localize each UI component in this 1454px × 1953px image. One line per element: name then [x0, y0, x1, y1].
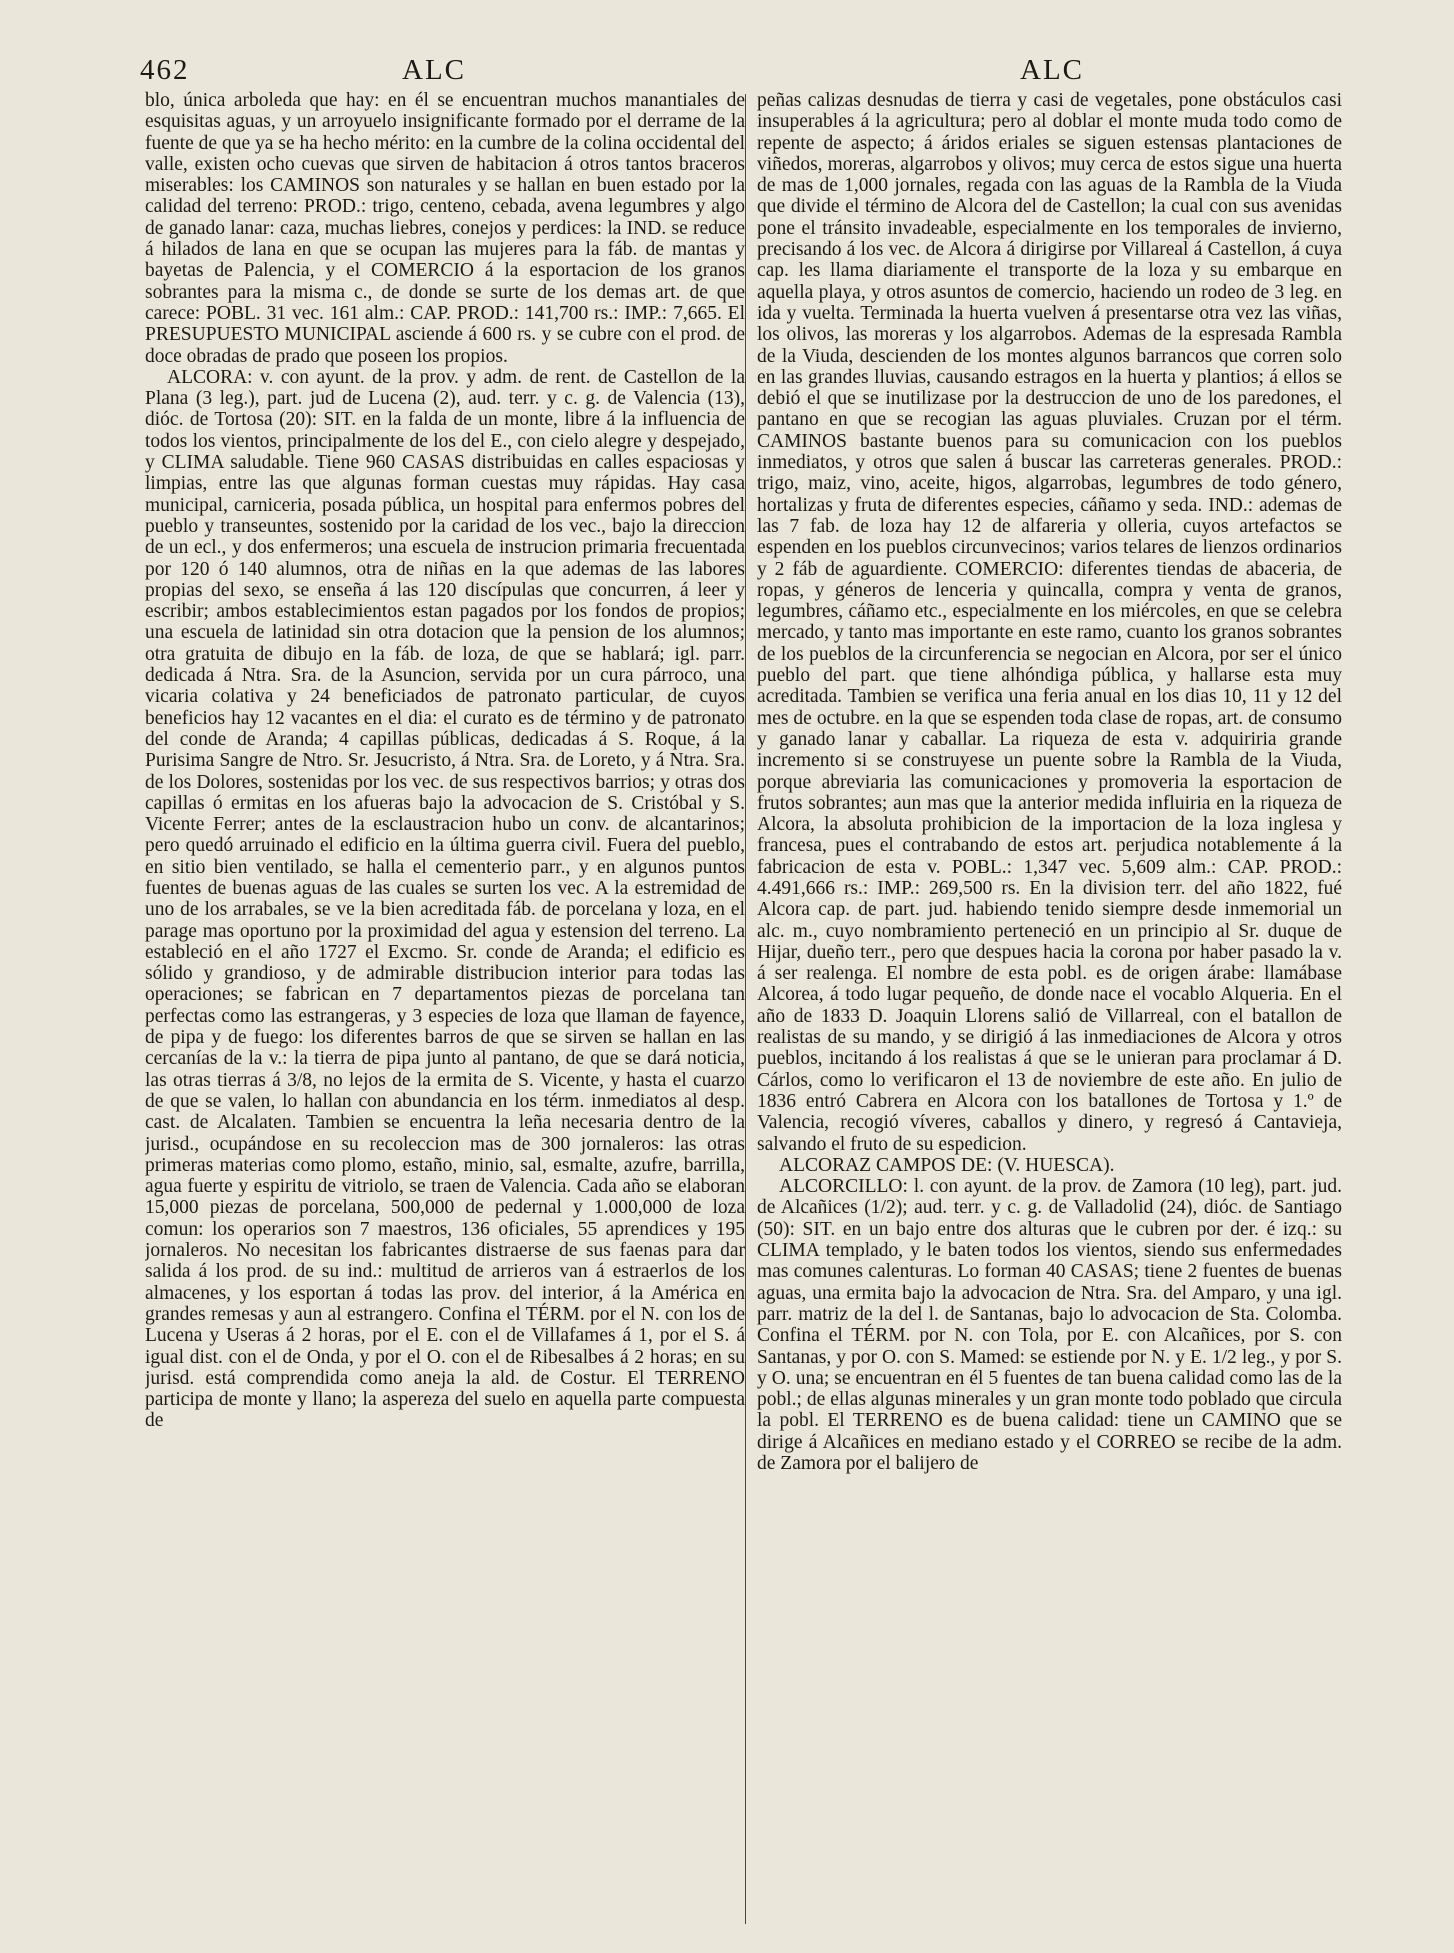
- running-header: [140, 50, 1342, 90]
- column-divider: [745, 94, 746, 1924]
- paragraph: blo, única arboleda que hay: en él se encuentran muchos manantiales de esquisitas aguas, y un arroyuelo insignificante formado por el derrame de la fuente de que ya se ha hecho mérito: en la cumbre de la colina occidental del valle, existen ocho cuevas que sirven de habitacion á otros tantos braceros miserables: los CAMINOS son naturales y se hallan en buen estado por la calidad del terreno: PROD.: trigo, centeno, cebada, avena legumbres y algo de ganado lanar: caza, muchas liebres, conejos y perdices: la IND. se reduce á hilados de lana en que se ocupan las mujeres para la fáb. de mantas y bayetas de Palencia, y el COMERCIO á la esportacion de los granos sobrantes para la misma c., de donde se surte de los demas art. de que carece: POBL. 31 vec. 161 alm.: CAP. PROD.: 141,700 rs.: IMP.: 7,665. El PRESUPUESTO MUNICIPAL asciende á 600 rs. y se cubre con el prod. de doce obradas de prado que poseen los propios.: [145, 90, 745, 367]
- entry-alcora: ALCORA: v. con ayunt. de la prov. y adm. de rent. de Castellon de la Plana (3 leg.), part. jud de Lucena (2), aud. terr. y c. g. de Valencia (13), dióc. de Tortosa (20): SIT. en la falda de un monte, libre á la influencia de todos los vientos, principalmente de los del E., con cielo alegre y despejado, y CLIMA saludable. Tiene 960 CASAS distribuidas en calles espaciosas y limpias, entre las que algunas forman cuestas muy rápidas. Hay casa municipal, carniceria, posada pública, un hospital para enfermos pobres del pueblo y transeuntes, sostenido por la caridad de los vec., bajo la direccion de un ecl., y dos enfermeros; una escuela de instrucion primaria frecuentada por 120 ó 140 alumnos, otra de niñas en la que ademas de las labores propias del sexo, se enseña á las 120 discípulas que concurren, á leer y escribir; ambos establecimientos estan pagados por los fondos de propios; una escuela de latinidad sin otra dotacion que la pension de los alumnos; otra gratuita de dibujo en la fáb. de loza, de que se hablará; igl. parr. dedicada á Ntra. Sra. de la Asuncion, servida por un cura párroco, una vicaria colativa y 24 beneficiados de patronato particular, de cuyos beneficios hay 12 vacantes en el dia: el curato es de término y de patronato del conde de Aranda; 4 capillas públicas, dedicadas á S. Roque, á la Purisima Sangre de Ntro. Sr. Jesucristo, á Ntra. Sra. de Loreto, y á Ntra. Sra. de los Dolores, sostenidas por los vec. de sus respectivos barrios; y otras dos capillas ó ermitas en los afueras bajo la advocacion de S. Cristóbal y S. Vicente Ferrer; antes de la esclaustracion hubo un conv. de alcantarinos; pero quedó arruinado el edificio en la última guerra civil. Fuera del pueblo, en sitio bien ventilado, se halla el cementerio parr., y en algunos puntos fuentes de buenas aguas de las cuales se surten los vec. A la estremidad de uno de los arrabales, se ve la bien acreditada fáb. de porcelana y loza, en el parage mas oportuno por la proximidad del agua y estension del terreno. La estableció en el año 1727 el Excmo. Sr. conde de Aranda; el edificio es sólido y grandioso, y de admirable distribucion interior para todas las operaciones; se fabrican en 7 departamentos piezas de porcelana tan perfectas como las estrangeras, y 3 especies de loza que llaman de fayence, de pipa y de fuego: los diferentes barros de que se sirven se hallan en las cercanías de la v.: la tierra de pipa junto al pantano, de que se dará noticia, las otras tierras á 3/8, no lejos de la ermita de S. Vicente, y hasta el cuarzo de que se valen, lo hallan con abundancia en los térm. inmediatos al desp. cast. de Alcalaten. Tambien se encuentra la leña necesaria dentro de la jurisd., ocupándose en su recoleccion mas de 300 jornaleros: las otras primeras materias como plomo, estaño, minio, sal, esmalte, azufre, barrilla, agua fuerte y espiritu de vitriolo, se traen de Valencia. Cada año se elaboran 15,000 piezas de porcelana, 500,000 de pedernal y 1.000,000 de loza comun: los operarios son 7 maestros, 136 oficiales, 55 aprendices y 195 jornaleros. No necesitan los fabricantes distraerse de sus faenas para dar salida á los prod. de su ind.: multitud de arrieros van á estraerlos de los almacenes, y los esportan á todas las prov. del interior, á la América en grandes remesas y aun al estrangero. Confina el TÉRM. por el N. con los de Lucena y Useras á 2 horas, por el E. con el de Villafames á 1, por el S. á igual dist. con el de Onda, y por el O. con el de Ribesalbes á 2 horas; en su jurisd. está comprendida como aneja la ald. de Costur. El TERRENO participa de monte y llano; la aspereza del suelo en aquella parte compuesta de: [145, 366, 745, 1432]
- page-number: 462: [140, 54, 190, 86]
- left-column: [145, 90, 745, 1930]
- entry-alcoraz: ALCORAZ CAMPOS DE: (V. HUESCA).: [779, 1154, 1115, 1176]
- right-running-head: ALC: [1020, 54, 1084, 86]
- left-running-head: ALC: [402, 54, 466, 86]
- entry-alcorcillo: ALCORCILLO: l. con ayunt. de la prov. de Zamora (10 leg), part. jud. de Alcañices (1/2); aud. terr. y c. g. de Valladolid (24), dióc. de Santiago (50): SIT. en un bajo entre dos alturas que le cubren por der. é izq.: su CLIMA templado, y le baten todos los vientos, siendo sus enfermedades mas comunes calenturas. Lo forman 40 CASAS; tiene 2 fuentes de buenas aguas, una ermita bajo la advocacion de Ntra. Sra. del Amparo, y una igl. parr. matriz de la del l. de Santanas, bajo lo advocacion de Sta. Colomba. Confina el TÉRM. por N. con Tola, por E. con Alcañices, por S. con Santanas, y por O. con S. Mamed: se estiende por N. y E. 1/2 leg., y por S. y O. una; se encuentran en él 5 fuentes de tan buena calidad como las de la pobl.; de ellas algunas minerales y un gran monte todo poblado que circula la pobl. El TERRENO es de buena calidad: tiene un CAMINO que se dirige á Alcañices en mediano estado y el CORREO se recibe de la adm. de Zamora por el balijero de: [757, 1176, 1342, 1474]
- paragraph: peñas calizas desnudas de tierra y casi de vegetales, pone obstáculos casi insuperables á la agricultura; pero al doblar el monte muda todo como de repente de aspecto; á áridos eriales se siguen estensas plantaciones de viñedos, moreras, algarrobos y olivos; muy cerca de estos sigue una huerta de mas de 1,000 jornales, regada con las aguas de la Rambla de la Viuda que divide el término de Alcora del de Castellon; la cual con sus avenidas pone el tránsito invadeable, especialmente en los temporales de invierno, precisando á los vec. de Alcora á dirigirse por Villareal á Castellon, á cuya cap. les llama diariamente el transporte de la loza y su embarque en aquella playa, y otros asuntos de comercio, haciendo un rodeo de 3 leg. en ida y vuelta. Terminada la huerta vuelven á presentarse otra vez las viñas, los olivos, las moreras y los algarrobos. Ademas de la espresada Rambla de la Viuda, descienden de los montes algunos barrancos que corren solo en las grandes lluvias, causando estragos en la huerta y plantios; á ellos se debió el que se inutilizase por la destruccion de uno de los paredones, el pantano en que se recogian las aguas pluviales. Cruzan por el térm. CAMINOS bastante buenos para su comunicacion con los pueblos inmediatos, y otros que salen á buscar las carreteras generales. PROD.: trigo, maiz, vino, aceite, higos, algarrobas, legumbres de todo género, hortalizas y fruta de diferentes especies, cáñamo y seda. IND.: ademas de las 7 fab. de loza hay 12 de alfareria y olleria, cuyos artefactos se espenden en los pueblos circunvecinos; varios telares de lienzos ordinarios y 2 fáb de aguardiente. COMERCIO: diferentes tiendas de abaceria, de ropas, y géneros de lenceria y quincalla, compra y venta de granos, legumbres, cáñamo etc., especialmente en los miércoles, en que se celebra mercado, y tanto mas importante en este ramo, cuanto los granos sobrantes de los pueblos de la circunferencia se negocian en Alcora, por ser el único pueblo del part. que tiene alhóndiga pública, y hallarse esta muy acreditada. Tambien se verifica una feria anual en los dias 10, 11 y 12 del mes de octubre. en la que se espenden toda clase de ropas, art. de consumo y ganado lanar y caballar. La riqueza de esta v. adquiriria grande incremento si se construyese un puente sobre la Rambla de la Viuda, porque abreviaria las comunicaciones y promoveria la esportacion de frutos sobrantes; aun mas que la anterior medida influiria en la riqueza de Alcora, la absoluta prohibicion de la importacion de la loza inglesa y francesa, pues el contrabando de estos art. perjudica notablemente á la fabricacion de esta v. POBL.: 1,347 vec. 5,609 alm.: CAP. PROD.: 4.491,666 rs.: IMP.: 269,500 rs. En la division terr. del año 1822, fué Alcora cap. de part. jud. habiendo tenido siempre desde inmemorial un alc. m., cuyo nombramiento perteneció en un principio al Sr. duque de Hijar, dueño terr., pero que despues hacia la corona por haber pasado la v. á ser realenga. El nombre de esta pobl. es de origen árabe: llamábase Alcorea, á todo lugar pequeño, de donde nace el vocablo Alqueria. En el año de 1833 D. Joaquin Llorens salió de Villarreal, con el batallon de realistas de su mando, y se dirigió á las inmediaciones de Alcora y otros pueblos, incitando á los realistas á que se le unieran para proclamar á D. Cárlos, como lo verificaron el 13 de noviembre de este año. En julio de 1836 entró Cabrera en Alcora con los batallones de Tortosa y 1.º de Valencia, recogió víveres, caballos y dinero, y regresó á Cantavieja, salvando el fruto de su espedicion.: [757, 90, 1342, 1155]
- right-column: [757, 90, 1342, 1930]
